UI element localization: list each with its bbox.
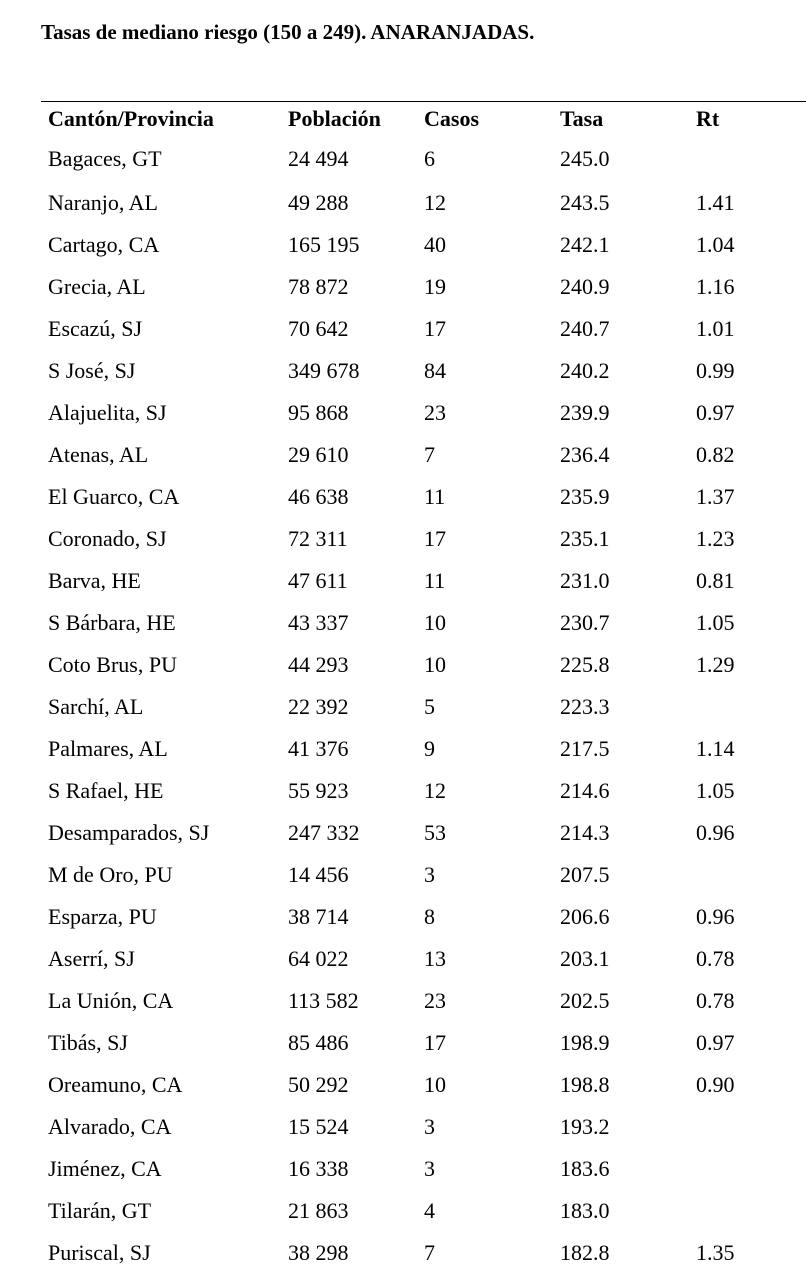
cell-rt: 0.81 <box>696 568 735 593</box>
cell-poblacion: 349 678 <box>288 358 360 383</box>
cell-casos: 12 <box>424 778 446 803</box>
cell-casos: 5 <box>424 694 435 719</box>
cell-canton: Grecia, AL <box>48 274 146 299</box>
cell-rt: 0.90 <box>696 1072 735 1097</box>
cell-canton: Sarchí, AL <box>48 694 144 719</box>
table-row <box>48 980 806 1022</box>
table-row <box>48 728 806 770</box>
cell-canton: Jiménez, CA <box>48 1156 162 1181</box>
cell-rt: 0.97 <box>696 400 735 425</box>
table-row <box>48 602 806 644</box>
cell-canton: S Bárbara, HE <box>48 610 176 635</box>
cell-rt: 1.14 <box>696 736 735 761</box>
cell-canton: El Guarco, CA <box>48 484 180 509</box>
cell-tasa: 206.6 <box>560 904 610 929</box>
cell-poblacion: 41 376 <box>288 736 349 761</box>
cell-canton: Coto Brus, PU <box>48 652 177 677</box>
cell-canton: S Rafael, HE <box>48 778 164 803</box>
cell-poblacion: 72 311 <box>288 526 348 551</box>
table-row <box>48 1232 806 1274</box>
cell-casos: 23 <box>424 400 446 425</box>
header-rt: Rt <box>696 106 720 131</box>
cell-canton: Escazú, SJ <box>48 316 143 341</box>
cell-canton: Cartago, CA <box>48 232 160 257</box>
cell-canton: Coronado, SJ <box>48 526 167 551</box>
cell-casos: 11 <box>424 484 446 509</box>
cell-rt: 1.01 <box>696 316 735 341</box>
cell-canton: Barva, HE <box>48 568 141 593</box>
cell-casos: 11 <box>424 568 446 593</box>
cell-casos: 19 <box>424 274 446 299</box>
cell-casos: 10 <box>424 652 446 677</box>
table-row <box>48 266 806 308</box>
cell-poblacion: 64 022 <box>288 946 349 971</box>
cell-casos: 9 <box>424 736 435 761</box>
cell-canton: La Unión, CA <box>48 988 174 1013</box>
cell-rt: 1.05 <box>696 778 735 803</box>
header-poblacion: Población <box>288 106 381 131</box>
cell-tasa: 207.5 <box>560 862 610 887</box>
cell-casos: 3 <box>424 1156 435 1181</box>
header-casos: Casos <box>424 106 480 131</box>
cell-rt <box>696 1148 806 1190</box>
cell-canton: Bagaces, GT <box>48 146 162 171</box>
cell-poblacion: 21 863 <box>288 1198 349 1223</box>
cell-rt: 1.16 <box>696 274 735 299</box>
table-row <box>48 1190 806 1232</box>
cell-tasa: 183.0 <box>560 1198 610 1223</box>
cell-poblacion: 70 642 <box>288 316 349 341</box>
cell-casos: 7 <box>424 442 435 467</box>
cell-canton: Puriscal, SJ <box>48 1240 151 1265</box>
cell-tasa: 242.1 <box>560 232 610 257</box>
cell-tasa: 203.1 <box>560 946 610 971</box>
cell-rt: 0.99 <box>696 358 735 383</box>
cell-tasa: 217.5 <box>560 736 610 761</box>
cell-casos: 8 <box>424 904 435 929</box>
table-row <box>48 182 806 224</box>
cell-tasa: 235.1 <box>560 526 610 551</box>
cell-casos: 7 <box>424 1240 435 1265</box>
cell-tasa: 223.3 <box>560 694 610 719</box>
cell-tasa: 198.9 <box>560 1030 610 1055</box>
cell-poblacion: 46 638 <box>288 484 349 509</box>
cell-tasa: 240.2 <box>560 358 610 383</box>
cell-casos: 23 <box>424 988 446 1013</box>
cell-casos: 84 <box>424 358 446 383</box>
cell-poblacion: 50 292 <box>288 1072 349 1097</box>
cell-casos: 13 <box>424 946 446 971</box>
table-row <box>48 518 806 560</box>
cell-casos: 53 <box>424 820 446 845</box>
table-row <box>48 686 806 728</box>
cell-tasa: 245.0 <box>560 146 610 171</box>
cell-rt: 1.35 <box>696 1240 735 1265</box>
cell-rt <box>696 686 806 728</box>
cell-casos: 17 <box>424 1030 446 1055</box>
cell-tasa: 182.8 <box>560 1240 610 1265</box>
cell-poblacion: 22 392 <box>288 694 349 719</box>
cell-tasa: 243.5 <box>560 190 610 215</box>
table-row <box>48 854 806 896</box>
table-row <box>48 896 806 938</box>
header-canton: Cantón/Provincia <box>48 106 214 131</box>
cell-poblacion: 78 872 <box>288 274 349 299</box>
cell-canton: Tibás, SJ <box>48 1030 128 1055</box>
cell-poblacion: 38 714 <box>288 904 349 929</box>
table-row <box>48 560 806 602</box>
cell-poblacion: 24 494 <box>288 146 349 171</box>
table-row <box>48 644 806 686</box>
cell-tasa: 235.9 <box>560 484 610 509</box>
cell-casos: 10 <box>424 610 446 635</box>
cell-tasa: 193.2 <box>560 1114 610 1139</box>
cell-canton: Esparza, PU <box>48 904 157 929</box>
cell-canton: Atenas, AL <box>48 442 149 467</box>
cell-rt: 1.37 <box>696 484 735 509</box>
cell-casos: 3 <box>424 862 435 887</box>
cell-poblacion: 43 337 <box>288 610 349 635</box>
cell-tasa: 225.8 <box>560 652 610 677</box>
rates-table <box>48 102 806 1274</box>
cell-poblacion: 49 288 <box>288 190 349 215</box>
table-row <box>48 1148 806 1190</box>
table-row <box>48 1106 806 1148</box>
cell-poblacion: 113 582 <box>288 988 359 1013</box>
cell-canton: Tilarán, GT <box>48 1198 152 1223</box>
cell-canton: S José, SJ <box>48 358 136 383</box>
cell-rt: 0.97 <box>696 1030 735 1055</box>
cell-canton: Alajuelita, SJ <box>48 400 167 425</box>
cell-casos: 6 <box>424 146 435 171</box>
cell-rt: 0.96 <box>696 820 735 845</box>
header-tasa: Tasa <box>560 106 604 131</box>
cell-poblacion: 55 923 <box>288 778 349 803</box>
cell-canton: Aserrí, SJ <box>48 946 135 971</box>
table-row <box>48 1064 806 1106</box>
cell-poblacion: 15 524 <box>288 1114 349 1139</box>
cell-poblacion: 47 611 <box>288 568 348 593</box>
cell-rt <box>696 854 806 896</box>
cell-tasa: 236.4 <box>560 442 610 467</box>
cell-rt <box>696 136 806 182</box>
cell-rt: 1.05 <box>696 610 735 635</box>
cell-tasa: 240.7 <box>560 316 610 341</box>
cell-canton: M de Oro, PU <box>48 862 173 887</box>
cell-rt: 0.78 <box>696 946 735 971</box>
cell-poblacion: 95 868 <box>288 400 349 425</box>
cell-poblacion: 247 332 <box>288 820 360 845</box>
table-row <box>48 308 806 350</box>
cell-rt: 1.23 <box>696 526 735 551</box>
cell-tasa: 240.9 <box>560 274 610 299</box>
cell-tasa: 198.8 <box>560 1072 610 1097</box>
cell-rt <box>696 1106 806 1148</box>
cell-casos: 17 <box>424 526 446 551</box>
cell-casos: 10 <box>424 1072 446 1097</box>
cell-canton: Oreamuno, CA <box>48 1072 183 1097</box>
cell-rt: 1.04 <box>696 232 735 257</box>
cell-tasa: 214.3 <box>560 820 610 845</box>
cell-tasa: 239.9 <box>560 400 610 425</box>
cell-poblacion: 38 298 <box>288 1240 349 1265</box>
cell-casos: 4 <box>424 1198 435 1223</box>
cell-casos: 12 <box>424 190 446 215</box>
cell-rt: 1.41 <box>696 190 735 215</box>
table-row <box>48 476 806 518</box>
cell-casos: 3 <box>424 1114 435 1139</box>
table-row <box>48 136 806 182</box>
cell-rt: 0.96 <box>696 904 735 929</box>
cell-poblacion: 165 195 <box>288 232 360 257</box>
cell-tasa: 183.6 <box>560 1156 610 1181</box>
table-row <box>48 434 806 476</box>
cell-tasa: 231.0 <box>560 568 610 593</box>
cell-casos: 17 <box>424 316 446 341</box>
table-row <box>48 224 806 266</box>
table-row <box>48 812 806 854</box>
cell-tasa: 214.6 <box>560 778 610 803</box>
table-row <box>48 392 806 434</box>
cell-canton: Alvarado, CA <box>48 1114 172 1139</box>
cell-poblacion: 29 610 <box>288 442 349 467</box>
cell-rt: 0.78 <box>696 988 735 1013</box>
cell-casos: 40 <box>424 232 446 257</box>
cell-poblacion: 44 293 <box>288 652 349 677</box>
cell-rt: 0.82 <box>696 442 735 467</box>
cell-canton: Palmares, AL <box>48 736 168 761</box>
table-row <box>48 770 806 812</box>
table-row <box>48 350 806 392</box>
cell-poblacion: 85 486 <box>288 1030 349 1055</box>
cell-poblacion: 16 338 <box>288 1156 349 1181</box>
cell-rt <box>696 1190 806 1232</box>
cell-canton: Desamparados, SJ <box>48 820 210 845</box>
table-row <box>48 1022 806 1064</box>
table-body <box>48 136 806 1274</box>
cell-poblacion: 14 456 <box>288 862 349 887</box>
cell-rt: 1.29 <box>696 652 735 677</box>
cell-tasa: 230.7 <box>560 610 610 635</box>
table-header-row <box>48 102 806 136</box>
table-row <box>48 938 806 980</box>
cell-canton: Naranjo, AL <box>48 190 158 215</box>
cell-tasa: 202.5 <box>560 988 610 1013</box>
document-title: Tasas de mediano riesgo (150 a 249). ANARANJADAS. <box>41 20 535 44</box>
